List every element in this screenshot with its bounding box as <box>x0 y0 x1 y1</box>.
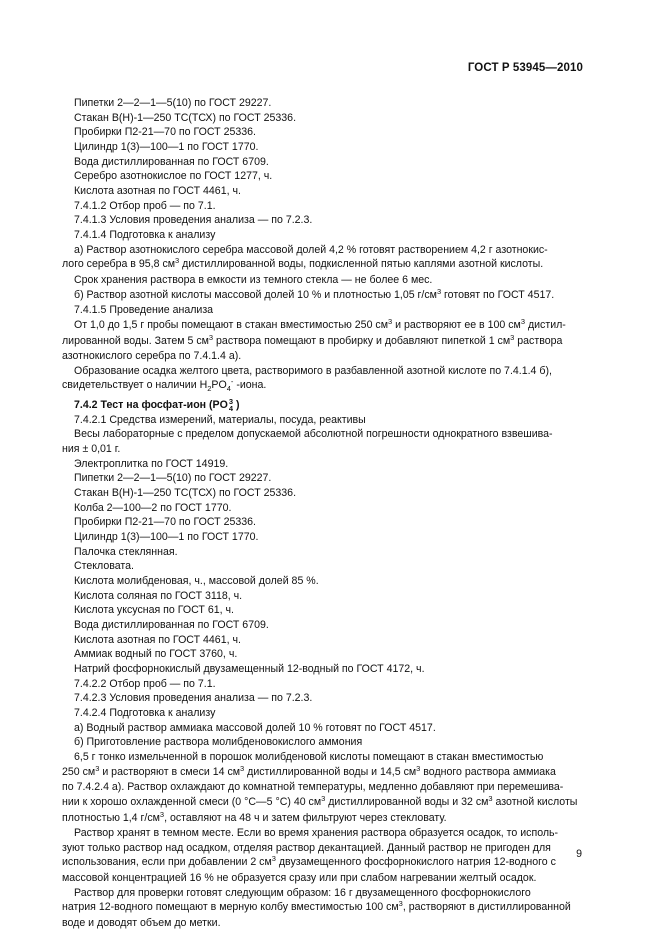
clause-7422: 7.4.2.2 Отбор проб — по 7.1. <box>74 677 216 690</box>
list-item: Серебро азотнокислое по ГОСТ 1277, ч. <box>74 170 273 183</box>
list-item: Пробирки П2-21—70 по ГОСТ 25336. <box>74 516 256 529</box>
list-item: Кислота азотная по ГОСТ 4461, ч. <box>74 633 241 646</box>
list-item: Палочка стеклянная. <box>74 545 178 558</box>
text-line: плотностью 1,4 $г/см^3$, оставляют на 48 ч и затем фильтруют через стекловату. <box>62 809 447 824</box>
list-item: Пипетки 2—2—1—5(10) по ГОСТ 29227. <box>74 472 272 485</box>
text-line: ния ± 0,01 г. <box>62 443 121 456</box>
list-item: Цилиндр 1(3)—100—1 по ГОСТ 1770. <box>74 140 259 153</box>
list-item: Натрий фосфорнокислый двузамещенный 12-водный по ГОСТ 4172, ч. <box>74 662 425 675</box>
document-body <box>62 96 582 931</box>
list-item: Электроплитка по ГОСТ 14919. <box>74 457 229 470</box>
list-item: Кислота молибденовая, ч., массовой долей 85 %. <box>74 575 319 587</box>
paragraph-silver-nitrate <box>62 243 582 273</box>
text-line: От 1,0 до 1,5 г пробы помещают в стакан вместимостью 250 $см^3$ и растворяют ее в 100 $см^3$ дистил- <box>74 316 566 331</box>
paragraph-molybdate-heading: б) Приготовление раствора молибденовокислого аммония <box>74 736 363 749</box>
paragraph-result <box>62 364 582 394</box>
list-item: Аммиак водный по ГОСТ 3760, ч. <box>74 648 238 661</box>
text-line: нии к хорошо охлажденной смеси (0 °С—5 °С) 40 $см^3$ дистиллированной воды и 32 $см^3$ азотной кислоты <box>62 793 578 808</box>
list-item: Кислота уксусная по ГОСТ 61, ч. <box>74 604 234 617</box>
list-item: Пипетки 2—2—1—5(10) по ГОСТ 29227. <box>74 97 272 109</box>
clause-7413: 7.4.1.3 Условия проведения анализа — по 7.2.3. <box>74 214 313 227</box>
list-item: Вода дистиллированная по ГОСТ 6709. <box>74 618 269 631</box>
list-item: Цилиндр 1(3)—100—1 по ГОСТ 1770. <box>74 531 259 544</box>
text-line: массовой концентрацией 16 % не образуется сразу или при слабом нагревании желтый осадок. <box>62 872 537 885</box>
list-item: Стекловата. <box>74 560 134 573</box>
text-line: 6,5 г тонко измельченной в порошок молибденовой кислоты помещают в стакан вместимостью <box>74 750 544 763</box>
paragraph-storage <box>62 826 582 886</box>
text-line: воде и доводят объем до метки. <box>62 917 221 930</box>
list-item: Пробирки П2-21—70 по ГОСТ 25336. <box>74 126 256 139</box>
text-line: а) Раствор азотнокислого серебра массовой долей 4,2 % готовят растворением 4,2 г азотнокис- <box>74 243 548 256</box>
text-line: по 7.4.2.4 а). Раствор охлаждают до комнатной температуры, медленно добавляют при перемешива- <box>62 781 564 794</box>
text-line: зуют только раствор над осадком, отделяя раствор декантацией. Данный раствор не пригоден для <box>62 841 551 854</box>
text-line: свидетельствует о наличии $H_2PO_4^-$ -иона. <box>62 377 267 394</box>
list-item: Кислота соляная по ГОСТ 3118, ч. <box>74 589 243 602</box>
paragraph-check-solution <box>62 886 582 931</box>
clause-7414: 7.4.1.4 Подготовка к анализу <box>74 228 216 241</box>
equipment-list-2 <box>62 457 582 677</box>
text-line: азотнокислого серебра по 7.4.1.4 а). <box>62 350 242 363</box>
text-line: использования, если при добавлении 2 $см^3$ двузамещенного фосфорнокислого натрия 12-водного с <box>62 854 556 869</box>
clause-7424: 7.4.2.4 Подготовка к анализу <box>74 706 216 719</box>
text-line: Весы лабораторные с пределом допускаемой абсолютной погрешности однократного взвешива- <box>74 428 553 441</box>
list-item: Колба 2—100—2 по ГОСТ 1770. <box>74 501 232 514</box>
paragraph-molybdate <box>62 750 582 826</box>
list-item: Стакан В(Н)-1—250 ТС(ТСХ) по ГОСТ 25336. <box>74 111 297 124</box>
clause-7423: 7.4.2.3 Условия проведения анализа — по 7.2.3. <box>74 692 313 705</box>
text-line: 250 $см^3$ и растворяют в смеси 14 $см^3$ дистиллированной воды и 14,5 $см^3$ водного раствора аммиака <box>62 763 556 778</box>
clause-7415: 7.4.1.5 Проведение анализа <box>74 304 214 317</box>
equipment-list-1 <box>62 96 582 199</box>
clause-7421: 7.4.2.1 Средства измерений, материалы, посуда, реактивы <box>74 413 366 426</box>
storage-note: Срок хранения раствора в емкости из темного стекла — не более 6 мес. <box>74 273 433 286</box>
paragraph-scales <box>62 427 582 456</box>
paragraph-procedure <box>62 318 582 364</box>
paragraph-nitric-acid: б) Раствор азотной кислоты массовой долей 10 % и плотностью 1,05 $г/см^3$ готовят по ГОСТ 4517. <box>74 286 555 301</box>
clause-7412: 7.4.1.2 Отбор проб — по 7.1. <box>74 199 216 212</box>
text-line: лого серебра в 95,8 $см^3$ дистиллированной воды, подкисленной пятью каплями азотной кислоты. <box>62 256 544 271</box>
document-header: ГОСТ Р 53945—2010 <box>467 62 583 74</box>
text-line: лированной воды. Затем 5 $см^3$ раствора помещают в пробирку и добавляют пипеткой 1 $см^3$ раствора <box>62 332 563 347</box>
list-item: Стакан В(Н)-1—250 ТС(ТСХ) по ГОСТ 25336. <box>74 487 297 500</box>
paragraph-ammonia: а) Водный раствор аммиака массовой долей 10 % готовят по ГОСТ 4517. <box>74 721 436 734</box>
text-line: Образование осадка желтого цвета, растворимого в разбавленной азотной кислоте по 7.4.1.4 б), <box>74 364 552 377</box>
text-line: натрия 12-водного помещают в мерную колбу вместимостью 100 $см^3$, растворяют в дистиллированной <box>62 899 571 914</box>
text-line: Раствор хранят в темном месте. Если во время хранения раствора образуется осадок, то исполь- <box>74 827 559 840</box>
section-title-7-4-2: 7.4.2 Тест на фосфат-ион (PO 3 4 ) <box>74 397 240 414</box>
list-item: Вода дистиллированная по ГОСТ 6709. <box>74 155 269 168</box>
list-item: Кислота азотная по ГОСТ 4461, ч. <box>74 184 241 197</box>
page-number: 9 <box>576 848 582 860</box>
text-line: Раствор для проверки готовят следующим образом: 16 г двузамещенного фосфорнокислого <box>74 886 531 899</box>
